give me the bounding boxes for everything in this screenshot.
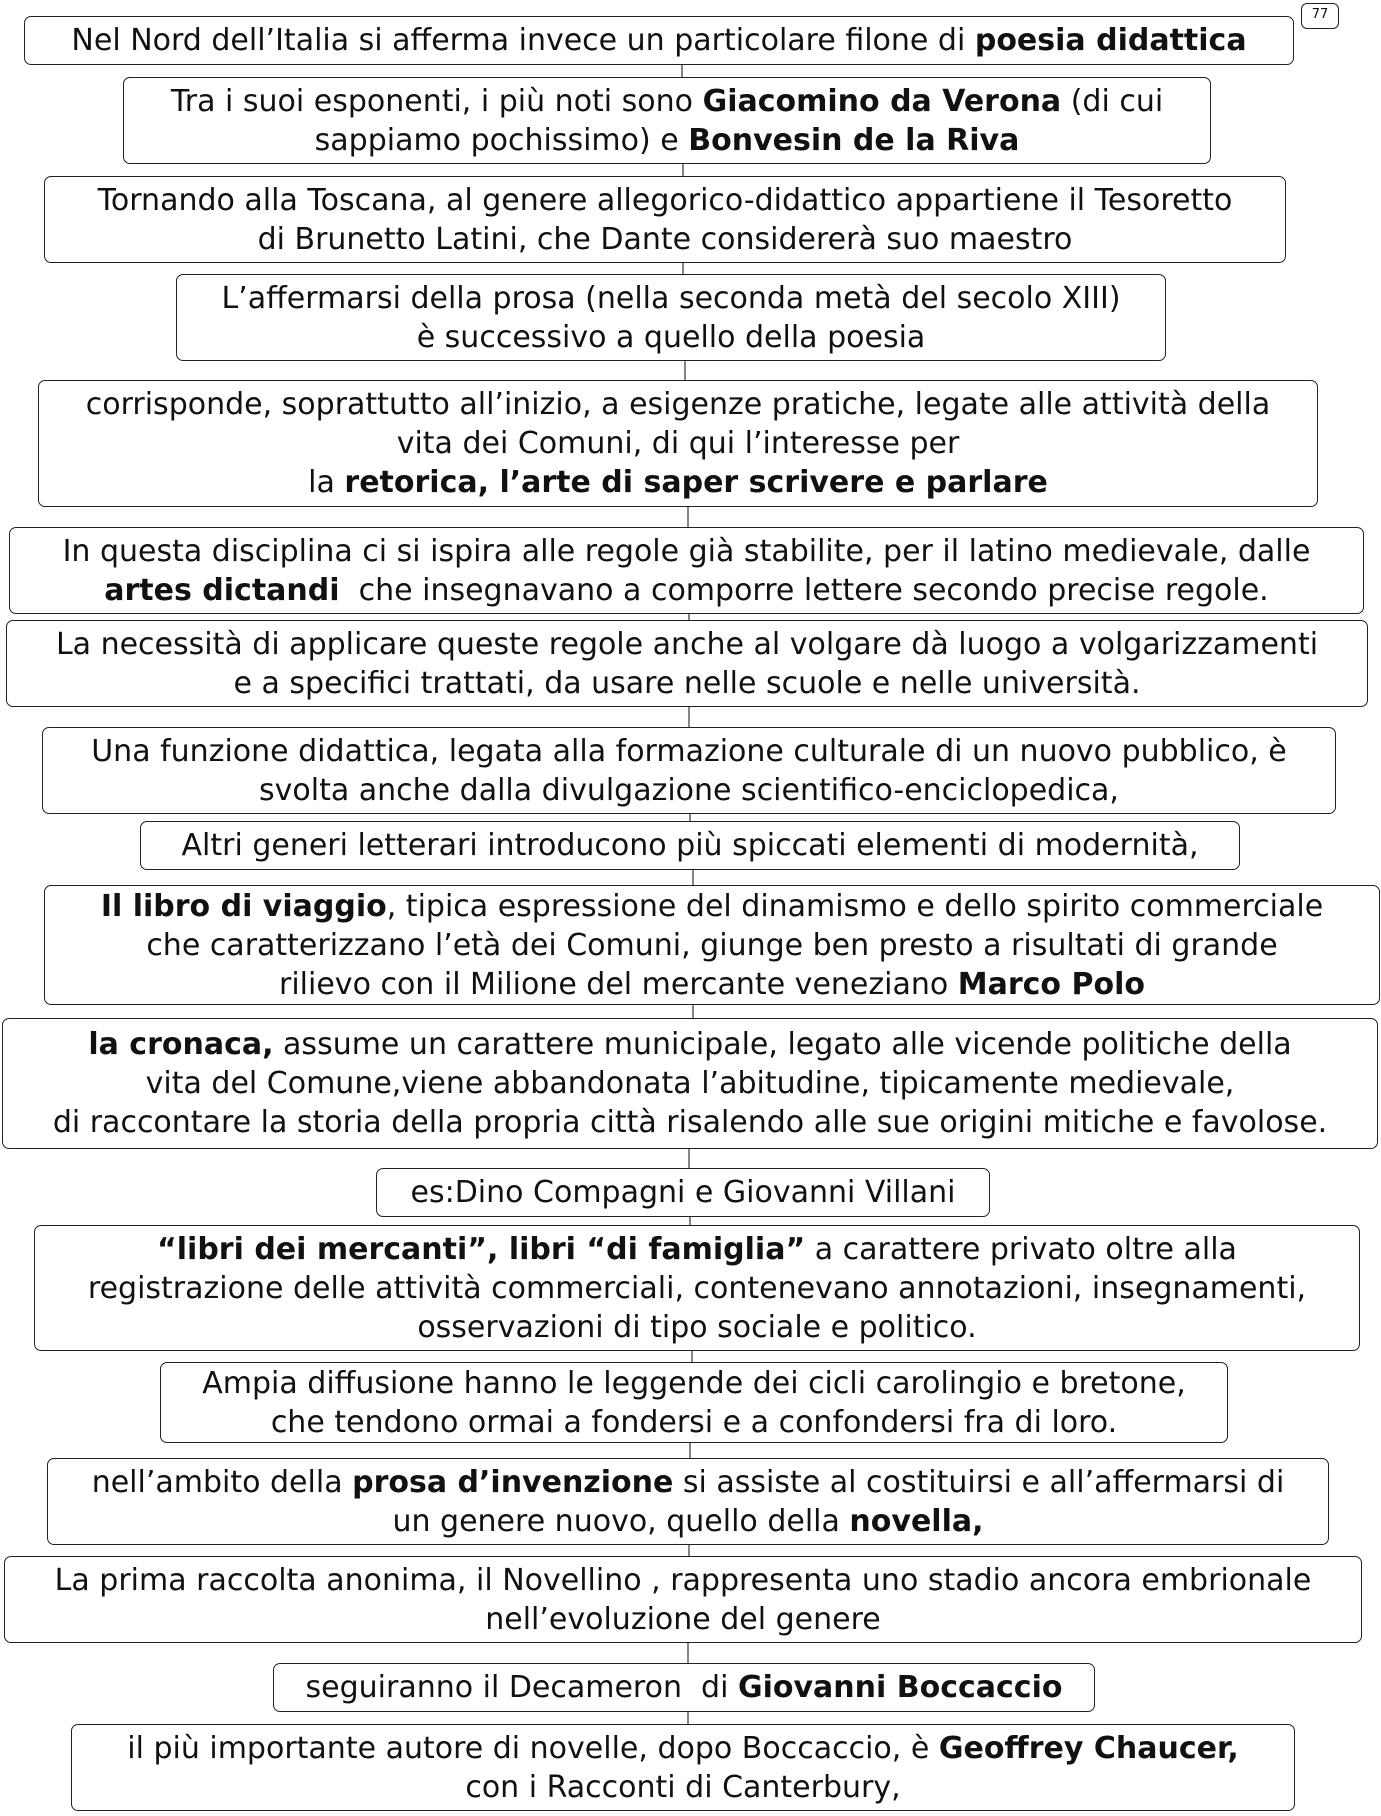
bold-text: novella,: [849, 1503, 984, 1539]
node-text-line: [31, 21, 1287, 60]
bold-text: Giacomino da Verona: [702, 83, 1062, 119]
node-text-line: [13, 664, 1361, 703]
text: osservazioni di tipo sociale e politico.: [417, 1309, 977, 1345]
bold-text: retorica, l’arte di saper scrivere e parlare: [344, 465, 1048, 500]
node-text-line: [45, 385, 1311, 424]
text: nell’ambito della: [91, 1464, 353, 1500]
node-text-line: [51, 181, 1279, 220]
text: un genere nuovo, quello della: [392, 1503, 850, 1539]
node-text-line: [183, 279, 1159, 318]
concept-node-14[interactable]: [160, 1362, 1228, 1443]
text: L’affermarsi della prosa (nella seconda metà del secolo XIII): [221, 280, 1121, 316]
node-text-line: [51, 965, 1373, 1004]
node-text-line: [41, 1308, 1353, 1347]
text: corrisponde, soprattutto all’inizio, a esigenze pratiche, legate alle attività della: [85, 387, 1271, 422]
bold-text: “libri dei mercanti”, libri “di famiglia”: [157, 1231, 806, 1267]
node-text-line: [11, 1561, 1355, 1600]
bold-text: Il libro di viaggio: [100, 888, 387, 924]
text: con i Racconti di Canterbury,: [465, 1769, 901, 1805]
text: il più importante autore di novelle, dopo Boccaccio, è: [127, 1730, 939, 1766]
text: (di cui: [1061, 83, 1164, 119]
text: Tra i suoi esponenti, i più noti sono: [170, 83, 703, 119]
text: La necessità di applicare queste regole anche al volgare dà luogo a volgarizzamenti: [55, 626, 1319, 662]
text: Ampia diffusione hanno le leggende dei cicli carolingio e bretone,: [202, 1365, 1186, 1401]
text: che tendono ormai a fondersi e a confondersi fra di loro.: [270, 1404, 1118, 1440]
concept-node-3[interactable]: [44, 176, 1286, 263]
bold-text: Bonvesin de la Riva: [688, 122, 1020, 158]
text: nell’evoluzione del genere: [485, 1601, 881, 1637]
concept-node-9[interactable]: [140, 821, 1240, 870]
node-text-line: [49, 732, 1329, 771]
node-text-line: [78, 1729, 1288, 1768]
bold-text: Geoffrey Chaucer,: [938, 1730, 1239, 1766]
concept-node-11[interactable]: [2, 1018, 1378, 1149]
text: che caratterizzano l’età dei Comuni, giunge ben presto a risultati di grande: [146, 927, 1278, 963]
text: si assiste al costituirsi e all’affermarsi di: [673, 1464, 1285, 1500]
node-text-line: [383, 1173, 983, 1212]
text: vita del Comune,viene abbandonata l’abitudine, tipicamente medievale,: [145, 1066, 1235, 1101]
node-text-line: [41, 1230, 1353, 1269]
concept-node-7[interactable]: [6, 620, 1368, 707]
page-number-badge: 77: [1301, 3, 1339, 29]
bold-text: Marco Polo: [957, 966, 1145, 1002]
node-text-line: [41, 1269, 1353, 1308]
node-text-line: [54, 1502, 1322, 1541]
node-text-line: [167, 1403, 1221, 1442]
node-text-line: [51, 220, 1279, 259]
concept-node-18[interactable]: [71, 1724, 1295, 1811]
node-text-line: [45, 424, 1311, 463]
bold-text: prosa d’invenzione: [352, 1464, 674, 1500]
bold-text: artes dictandi: [104, 572, 340, 608]
concept-node-10[interactable]: [44, 885, 1380, 1005]
text: Nel Nord dell’Italia si afferma invece un particolare filone di: [71, 23, 975, 58]
node-text-line: [9, 1103, 1371, 1142]
text: Tornando alla Toscana, al genere allegorico-didattico appartiene il Tesoretto: [97, 182, 1233, 218]
text: vita dei Comuni, di qui l’interesse per: [396, 426, 960, 461]
text: registrazione delle attività commerciali, contenevano annotazioni, insegnamenti,: [87, 1270, 1307, 1306]
node-text-line: [167, 1364, 1221, 1403]
concept-node-12[interactable]: [376, 1168, 990, 1217]
text: a carattere privato oltre alla: [805, 1231, 1237, 1267]
node-text-line: [49, 771, 1329, 810]
text: La prima raccolta anonima, il Novellino , rappresenta uno stadio ancora embrionale: [54, 1562, 1312, 1598]
text: assume un carattere municipale, legato alle vicende politiche della: [273, 1027, 1292, 1062]
node-text-line: [280, 1668, 1088, 1707]
node-text-line: [11, 1600, 1355, 1639]
text: Altri generi letterari introducono più spiccati elementi di modernità,: [181, 828, 1199, 863]
node-text-line: [9, 1064, 1371, 1103]
node-text-line: [130, 121, 1204, 160]
text: di raccontare la storia della propria città risalendo alle sue origini mitiche e favolose.: [52, 1105, 1328, 1140]
text: seguiranno il Decameron di: [305, 1670, 738, 1705]
concept-node-17[interactable]: [273, 1663, 1095, 1712]
bold-text: poesia didattica: [974, 23, 1247, 58]
concept-node-16[interactable]: [4, 1556, 1362, 1643]
node-text-line: [9, 1025, 1371, 1064]
node-text-line: [51, 887, 1373, 926]
node-text-line: [45, 463, 1311, 502]
text: e a specifici trattati, da usare nelle scuole e nelle università.: [233, 665, 1141, 701]
concept-node-2[interactable]: [123, 77, 1211, 164]
node-text-line: [183, 318, 1159, 357]
node-text-line: [54, 1463, 1322, 1502]
node-text-line: [78, 1768, 1288, 1807]
text: la: [308, 465, 345, 500]
concept-node-6[interactable]: [9, 527, 1364, 614]
text: di Brunetto Latini, che Dante considererà suo maestro: [257, 221, 1073, 257]
concept-node-4[interactable]: [176, 274, 1166, 361]
node-text-line: [13, 625, 1361, 664]
text: sappiamo pochissimo) e: [314, 122, 689, 158]
concept-node-8[interactable]: [42, 727, 1336, 814]
text: es:Dino Compagni e Giovanni Villani: [410, 1175, 956, 1210]
node-text-line: [130, 82, 1204, 121]
concept-node-5[interactable]: [38, 380, 1318, 507]
node-text-line: [51, 926, 1373, 965]
text: che insegnavano a comporre lettere secondo precise regole.: [339, 572, 1269, 608]
concept-node-13[interactable]: [34, 1225, 1360, 1351]
concept-node-1[interactable]: [24, 16, 1294, 65]
text: Una funzione didattica, legata alla formazione culturale di un nuovo pubblico, è: [91, 733, 1287, 769]
node-text-line: [16, 532, 1357, 571]
bold-text: la cronaca,: [88, 1027, 274, 1062]
text: rilievo con il Milione del mercante veneziano: [279, 966, 958, 1002]
text: svolta anche dalla divulgazione scientifico-enciclopedica,: [259, 772, 1119, 808]
text: è successivo a quello della poesia: [416, 319, 926, 355]
text: In questa disciplina ci si ispira alle regole già stabilite, per il latino medievale, dalle: [62, 533, 1311, 569]
text: , tipica espressione del dinamismo e dello spirito commerciale: [386, 888, 1324, 924]
concept-node-15[interactable]: [47, 1458, 1329, 1545]
node-text-line: [16, 571, 1357, 610]
bold-text: Giovanni Boccaccio: [737, 1670, 1063, 1705]
node-text-line: [147, 826, 1233, 865]
